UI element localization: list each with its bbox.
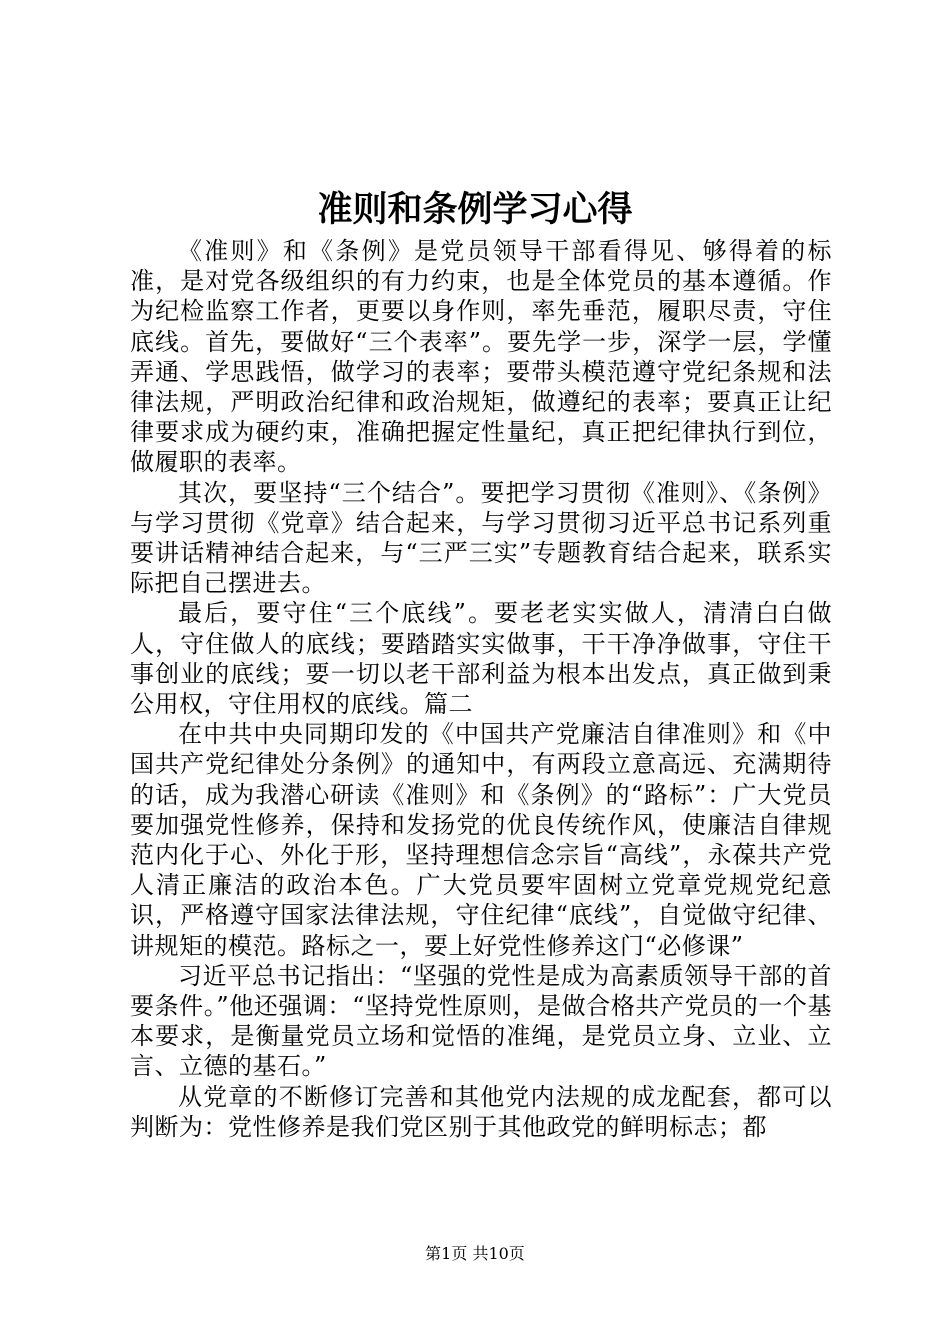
page-footer: 第1页 共10页: [425, 1244, 525, 1263]
paragraph-5: 习近平总书记指出：“坚强的党性是成为高素质领导干部的首要条件。”他还强调：“坚持党性原则，是做合格共产党员的一个基本要求，是衡量党员立场和觉悟的准绳，是党员立身、立业、立言、立德的基石。”: [130, 961, 832, 1081]
document-title: 准则和条例学习心得: [317, 189, 633, 230]
paragraph-1: 《准则》和《条例》是党员领导干部看得见、够得着的标准，是对党各级组织的有力约束，也是全体党员的基本遵循。作为纪检监察工作者，更要以身作则，率先垂范，履职尽责，守住底线。首先，要做好“三个表率”。要先学一步，深学一层，学懂弄通、学思践悟，做学习的表率；要带头模范遵守党纪条规和法律法规，严明政治纪律和政治规矩，做遵纪的表率；要真正让纪律要求成为硬约束，准确把握定性量纪，真正把纪律执行到位，做履职的表率。: [130, 237, 832, 477]
paragraph-6: 从党章的不断修订完善和其他党内法规的成龙配套，都可以判断为：党性修养是我们党区别于其他政党的鲜明标志；都: [130, 1082, 832, 1141]
paragraph-2: 其次，要坚持“三个结合”。要把学习贯彻《准则》、《条例》与学习贯彻《党章》结合起来，与学习贯彻习近平总书记系列重要讲话精神结合起来，与“三严三实”专题教育结合起来，联系实际把自己摆进去。: [130, 478, 832, 598]
paragraph-3: 最后，要守住“三个底线”。要老老实实做人，清清白白做人，守住做人的底线；要踏踏实实做事，干干净净做事，守住干事创业的底线；要一切以老干部利益为根本出发点，真正做到秉公用权，守住用权的底线。篇二: [130, 599, 832, 719]
paragraph-4: 在中共中央同期印发的《中国共产党廉洁自律准则》和《中国共产党纪律处分条例》的通知中，有两段立意高远、充满期待的话，成为我潜心研读《准则》和《条例》的“路标”：广大党员要加强党性修养，保持和发扬党的优良传统作风，使廉洁自律规范内化于心、外化于形，坚持理想信念宗旨“高线”，永葆共产党人清正廉洁的政治本色。广大党员要牢固树立党章党规党纪意识，严格遵守国家法律法规，守住纪律“底线”，自觉做守纪律、讲规矩的模范。路标之一，要上好党性修养这门“必修课”: [130, 720, 832, 960]
document-body: [130, 236, 832, 1142]
